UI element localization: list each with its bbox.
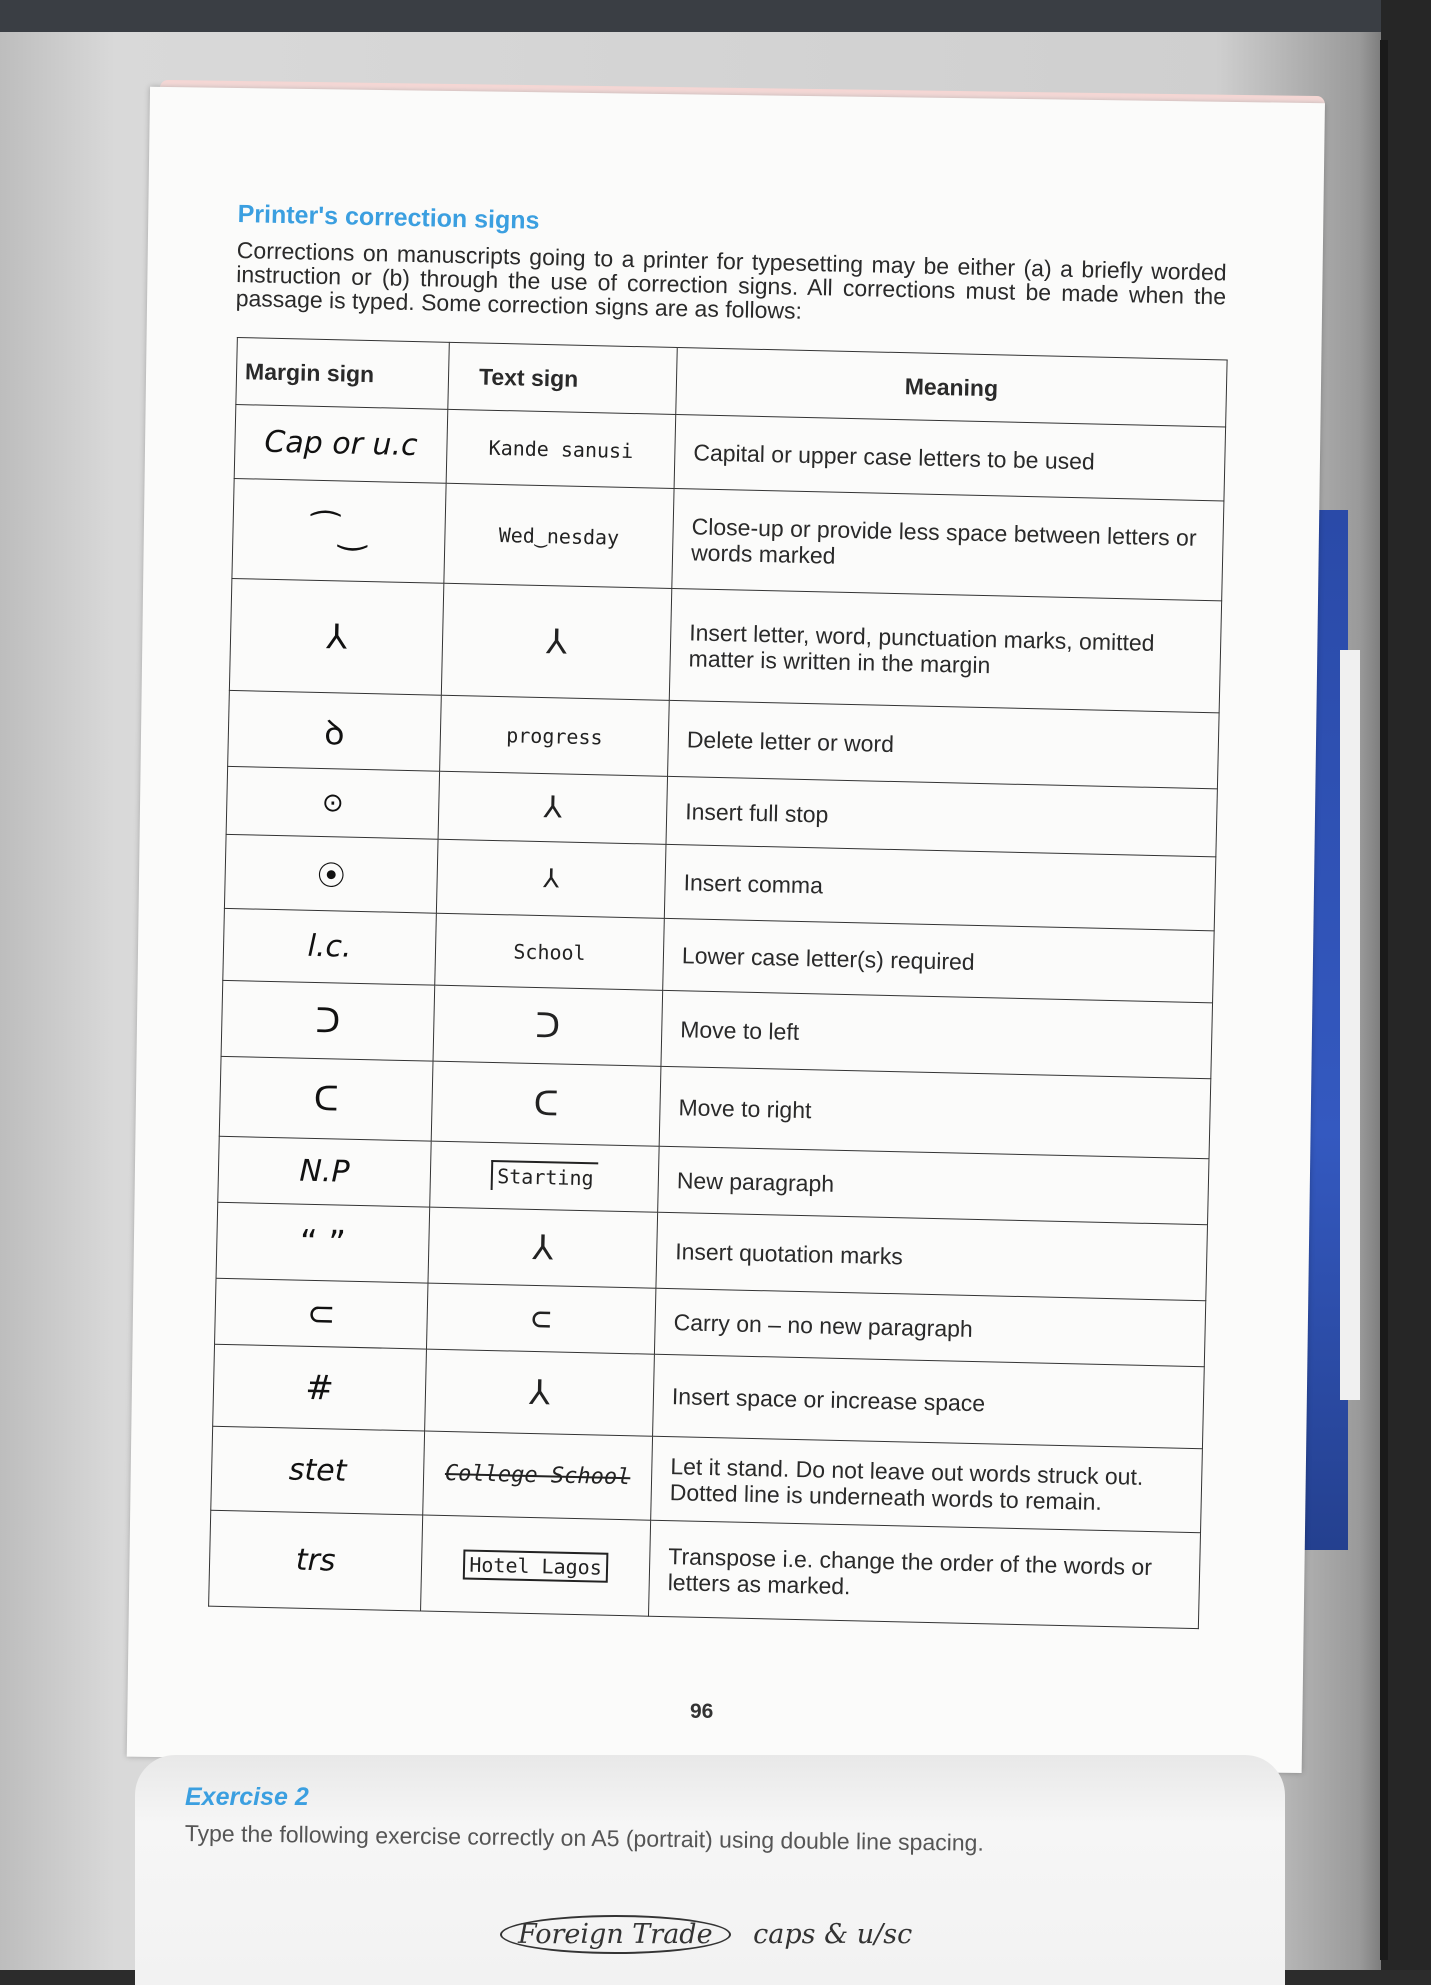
text-sign: ᑕ	[431, 1061, 661, 1146]
margin-sign: ⁀‿	[232, 478, 446, 583]
meaning: Insert full stop	[666, 776, 1217, 856]
meaning: Delete letter or word	[668, 700, 1220, 788]
meaning: New paragraph	[658, 1146, 1209, 1224]
exercise-title: Exercise 2	[185, 1783, 309, 1811]
margin-sign: ⦿	[224, 834, 438, 913]
text-sign: ᑐ	[433, 985, 663, 1066]
margin-sign: ꝺ	[228, 690, 442, 771]
margin-sign: ᑐ	[221, 980, 435, 1061]
scanner-right-edge	[1381, 0, 1431, 1970]
margin-sign: ⊂	[215, 1278, 428, 1349]
meaning: Transpose i.e. change the order of the words or letters as marked.	[648, 1520, 1200, 1628]
text-sign: ⅄	[441, 583, 671, 700]
binder-edge	[1380, 40, 1388, 1960]
correction-signs-table	[208, 337, 1228, 1629]
meaning: Move to right	[659, 1066, 1211, 1158]
header-text-sign: Text sign	[448, 342, 677, 414]
handwritten-annotation	[500, 1915, 912, 1954]
text-sign-cell	[421, 1515, 651, 1616]
meaning: Move to left	[661, 990, 1213, 1078]
meaning: Insert comma	[664, 844, 1216, 930]
margin-sign: l.c.	[223, 908, 437, 985]
margin-sign: stet	[211, 1426, 425, 1515]
meaning: Lower case letter(s) required	[663, 918, 1214, 1002]
handwritten-circled-text: Foreign Trade	[500, 1915, 731, 1954]
text-sign: School	[435, 913, 665, 990]
page-number: 96	[690, 1700, 714, 1723]
scanner-top-edge	[0, 0, 1431, 32]
margin-sign: #	[213, 1344, 427, 1431]
text-sign: ⅄	[428, 1207, 658, 1288]
header-margin-sign: Margin sign	[236, 338, 449, 410]
margin-sign: “ ”	[216, 1202, 430, 1283]
text-sign-cell	[430, 1141, 659, 1212]
card-edge	[1340, 650, 1360, 1400]
meaning: Close-up or provide less space between letters or words marked	[672, 488, 1224, 600]
margin-sign: Cap or u.c	[234, 405, 448, 484]
margin-sign: ⊙	[226, 766, 439, 839]
text-sign: progress	[440, 695, 670, 776]
meaning: Carry on – no new paragraph	[654, 1288, 1205, 1366]
meaning: Capital or upper case letters to be used	[674, 414, 1226, 500]
text-sign: ⅄	[438, 771, 667, 844]
text-sign: Kande sanusi	[446, 409, 676, 488]
margin-sign: ᑕ	[219, 1056, 433, 1141]
margin-sign: N.P	[218, 1136, 431, 1207]
meaning: Insert letter, word, punctuation marks, omitted matter is written in the margin	[669, 588, 1221, 712]
table-row	[229, 578, 1221, 712]
section-title: Printer's correction signs	[237, 200, 540, 235]
text-sign: Wed‿nesday	[444, 483, 674, 588]
text-sign: College School	[423, 1431, 653, 1520]
header-meaning: Meaning	[676, 348, 1227, 427]
text-sign: ⊂	[426, 1283, 655, 1354]
meaning: Let it stand. Do not leave out words struck out. Dotted line is underneath words to remain.	[651, 1436, 1203, 1532]
margin-sign: trs	[209, 1510, 423, 1611]
text-sign: Hotel Lagos	[463, 1549, 608, 1582]
text-sign: Starting	[491, 1160, 598, 1192]
meaning: Insert quotation marks	[656, 1212, 1208, 1300]
text-sign: ⅄	[425, 1349, 655, 1436]
meaning: Insert space or increase space	[653, 1354, 1205, 1448]
exercise-instructions: Type the following exercise correctly on A5 (portrait) using double line spacing.	[184, 1820, 984, 1856]
intro-paragraph: Corrections on manuscripts going to a printer for typesetting may be either (a) a briefly worded instruction or (b) through the use of correction signs. All corrections must be made when the passage is typed. Some correction signs are as follows:	[235, 236, 1227, 324]
text-sign: ⅄	[436, 839, 666, 918]
handwritten-note-text: caps & u/sc	[753, 1919, 913, 1950]
margin-sign: ⅄	[229, 578, 443, 695]
